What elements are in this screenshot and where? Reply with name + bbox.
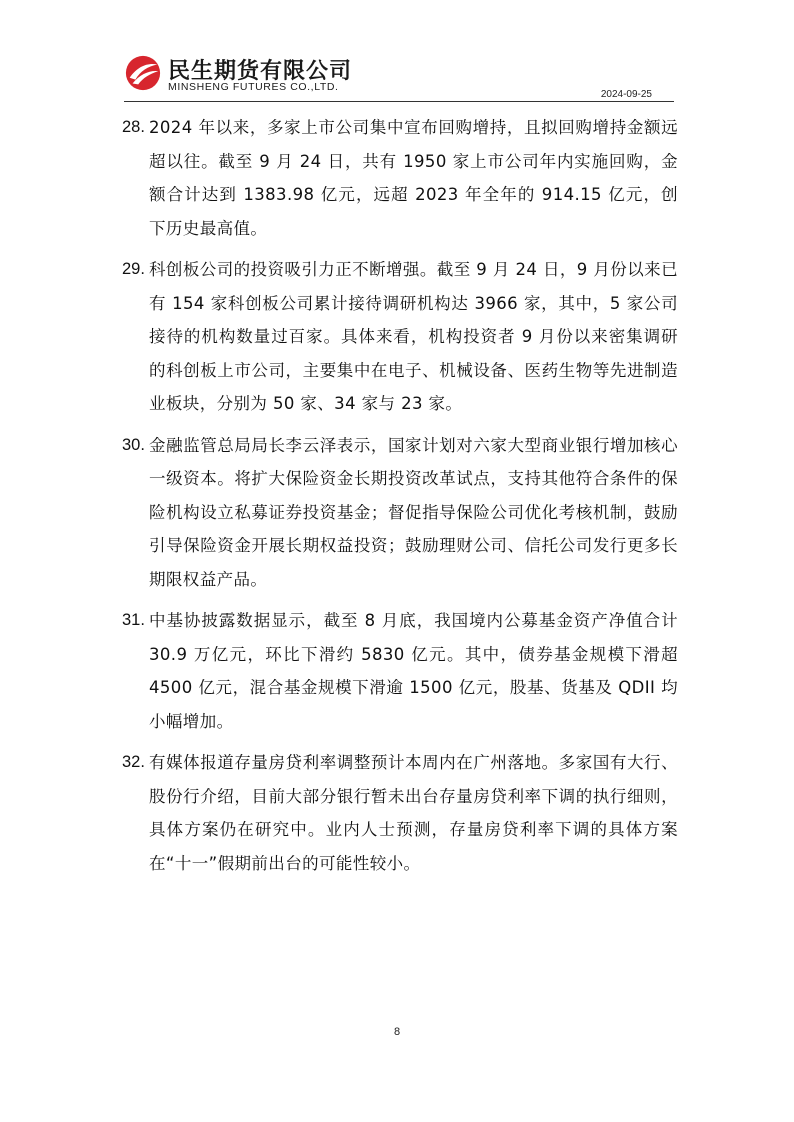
news-item-number: 30. bbox=[122, 435, 145, 454]
news-item-text: 有媒体报道存量房贷利率调整预计本周内在广州落地。多家国有大行、股份行介绍，目前大部分银行暂未出台存量房贷利率下调的执行细则，具体方案仍在研究中。业内人士预测，存量房贷利率下调的具体方案在“十一”假期前出台的可能性较小。 bbox=[149, 753, 678, 873]
news-item-28 bbox=[122, 111, 678, 245]
news-item-number: 32. bbox=[122, 753, 145, 771]
news-item-number: 28. bbox=[122, 118, 145, 136]
news-item-text: 金融监管总局局长李云泽表示，国家计划对六家大型商业银行增加核心一级资本。将扩大保险资金长期投资改革试点，支持其他符合条件的保险机构设立私募证券投资基金；督促指导保险公司优化考核机制，鼓励引导保险资金开展长期权益投资；鼓励理财公司、信托公司发行更多长期限权益产品。 bbox=[149, 435, 678, 589]
news-item-number: 29. bbox=[122, 260, 145, 278]
page-number: 8 bbox=[393, 1026, 401, 1038]
news-item-text: 科创板公司的投资吸引力正不断增强。截至 9 月 24 日，9 月份以来已有 154 家科创板公司累计接待调研机构达 3966 家，其中，5 家公司接待的机构数量过百家。具体来看，机构投资者 9 月份以来密集调研的科创板上市公司，主要集中在电子、机械设备、医药生物等先进制造业板块，分别为 50 家、34 家与 23 家。 bbox=[149, 260, 678, 413]
page-header bbox=[124, 52, 674, 102]
company-name-cn: 民生期货有限公司 bbox=[168, 59, 353, 84]
minsheng-swoosh-logo-icon bbox=[124, 54, 162, 92]
header-divider bbox=[124, 101, 674, 102]
news-item-text: 2024 年以来，多家上市公司集中宣布回购增持，且拟回购增持金额远超以往。截至 9 月 24 日，共有 1950 家上市公司年内实施回购，金额合计达到 1383.98 亿元，远超 2023 年全年的 914.15 亿元，创下历史最高值。 bbox=[149, 118, 678, 238]
news-item-29 bbox=[122, 253, 678, 421]
news-item-32 bbox=[122, 746, 678, 880]
news-list bbox=[122, 111, 678, 888]
company-name-en: MINSHENG FUTURES CO.,LTD. bbox=[168, 81, 339, 93]
news-item-31 bbox=[122, 604, 678, 738]
news-item-number: 31. bbox=[122, 611, 145, 629]
news-item-text: 中基协披露数据显示，截至 8 月底，我国境内公募基金资产净值合计 30.9 万亿元，环比下滑约 5830 亿元。其中，债券基金规模下滑超 4500 亿元，混合基金规模下滑逾 1500 亿元，股基、货基及 QDII 均小幅增加。 bbox=[149, 611, 678, 731]
report-date: 2024-09-25 bbox=[600, 89, 652, 100]
news-item-30 bbox=[122, 429, 678, 597]
